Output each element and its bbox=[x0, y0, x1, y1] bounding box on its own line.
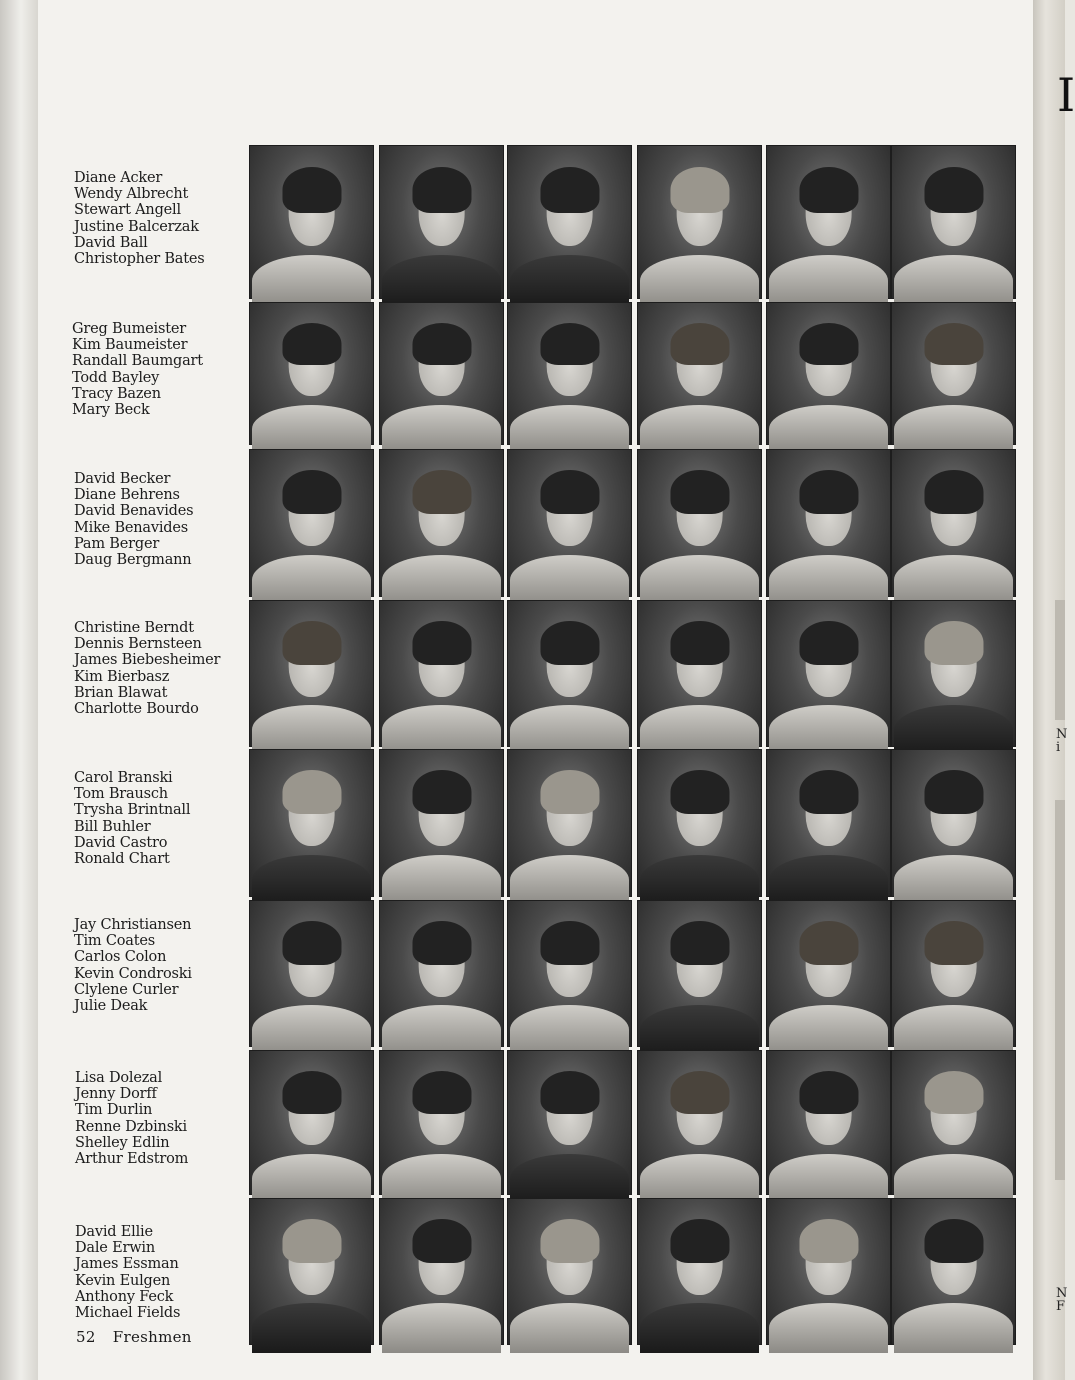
portrait-shoulders bbox=[382, 1154, 500, 1203]
student-portrait bbox=[379, 900, 504, 1047]
portrait-hair bbox=[282, 770, 341, 814]
student-name: Wendy Albrecht bbox=[74, 186, 189, 203]
portrait-shoulders bbox=[382, 255, 500, 307]
student-name: Greg Bumeister bbox=[72, 321, 186, 337]
portrait-shoulders bbox=[510, 255, 628, 307]
portrait-shoulders bbox=[894, 255, 1012, 307]
student-portrait bbox=[379, 145, 504, 299]
student-name: James Essman bbox=[75, 1256, 179, 1273]
student-name: Carlos Colon bbox=[74, 949, 167, 966]
portrait-hair bbox=[799, 470, 858, 514]
student-name: Dennis Bernsteen bbox=[74, 636, 202, 653]
student-portrait bbox=[766, 900, 891, 1047]
name-list-row-7 bbox=[75, 1070, 188, 1167]
facing-page-text-fragment: N i bbox=[1056, 727, 1068, 755]
page-footer bbox=[76, 1328, 192, 1346]
portrait-shoulders bbox=[510, 705, 628, 754]
portrait-hair bbox=[924, 470, 983, 514]
student-portrait bbox=[891, 1198, 1016, 1345]
portrait-hair bbox=[799, 770, 858, 814]
portrait-hair bbox=[924, 167, 983, 213]
student-name: David Benavides bbox=[74, 503, 194, 520]
portrait-hair bbox=[924, 770, 983, 814]
student-portrait bbox=[249, 449, 374, 597]
student-name: Arthur Edstrom bbox=[75, 1151, 189, 1168]
student-portrait bbox=[766, 1050, 891, 1195]
portrait-shoulders bbox=[252, 1005, 370, 1054]
portrait-hair bbox=[412, 621, 471, 665]
student-name: Brian Blawat bbox=[74, 684, 168, 701]
portrait-hair bbox=[799, 921, 858, 965]
student-portrait bbox=[379, 449, 504, 597]
student-portrait bbox=[637, 1198, 762, 1345]
portrait-hair bbox=[670, 1071, 729, 1114]
portrait-hair bbox=[412, 323, 471, 365]
name-list-row-3 bbox=[74, 471, 193, 568]
student-portrait bbox=[637, 449, 762, 597]
student-portrait bbox=[891, 145, 1016, 299]
student-name: Clylene Curler bbox=[74, 981, 179, 998]
student-name: Justine Balcerzak bbox=[74, 218, 199, 235]
portrait-hair bbox=[282, 1071, 341, 1114]
student-name: Carol Branski bbox=[74, 770, 173, 786]
student-portrait bbox=[766, 1198, 891, 1345]
portrait-shoulders bbox=[252, 855, 370, 905]
portrait-shoulders bbox=[252, 1154, 370, 1203]
student-portrait bbox=[507, 302, 632, 445]
student-portrait bbox=[766, 600, 891, 747]
student-name: Todd Bayley bbox=[72, 369, 160, 386]
student-portrait bbox=[249, 600, 374, 747]
student-name: Randall Baumgart bbox=[72, 353, 203, 370]
student-name: Kevin Condroski bbox=[74, 965, 192, 982]
portrait-hair bbox=[540, 1219, 599, 1263]
portrait-shoulders bbox=[894, 1154, 1012, 1203]
portrait-shoulders bbox=[510, 1005, 628, 1054]
student-name: Trysha Brintnall bbox=[74, 802, 191, 819]
portrait-shoulders bbox=[894, 1303, 1012, 1352]
student-portrait bbox=[637, 600, 762, 747]
section-title: Freshmen bbox=[112, 1328, 192, 1346]
portrait-hair bbox=[540, 621, 599, 665]
portrait-hair bbox=[412, 921, 471, 965]
portrait-shoulders bbox=[382, 705, 500, 754]
student-name: Diane Behrens bbox=[74, 487, 180, 504]
student-portrait bbox=[637, 1050, 762, 1195]
portrait-shoulders bbox=[769, 255, 887, 307]
facing-page-photo-fragment bbox=[1055, 800, 1065, 1180]
portrait-hair bbox=[282, 921, 341, 965]
student-portrait bbox=[507, 1198, 632, 1345]
student-portrait bbox=[379, 600, 504, 747]
student-name: Stewart Angell bbox=[74, 202, 181, 219]
portrait-hair bbox=[670, 470, 729, 514]
portrait-shoulders bbox=[252, 705, 370, 754]
student-name: Ronald Chart bbox=[74, 851, 170, 868]
portrait-hair bbox=[412, 770, 471, 814]
portrait-shoulders bbox=[640, 1303, 758, 1352]
portrait-shoulders bbox=[769, 555, 887, 605]
portrait-shoulders bbox=[252, 405, 370, 453]
student-portrait bbox=[891, 302, 1016, 445]
student-name: Mary Beck bbox=[72, 402, 150, 419]
student-name: Tracy Bazen bbox=[72, 385, 161, 402]
student-portrait bbox=[766, 145, 891, 299]
student-name: Renne Dzbinski bbox=[75, 1118, 187, 1135]
student-name: Diane Acker bbox=[74, 170, 163, 186]
student-name: Bill Buhler bbox=[74, 818, 151, 835]
portrait-hair bbox=[799, 1071, 858, 1114]
portrait-hair bbox=[412, 1219, 471, 1263]
student-portrait bbox=[891, 900, 1016, 1047]
portrait-hair bbox=[282, 621, 341, 665]
portrait-shoulders bbox=[510, 555, 628, 605]
portrait-shoulders bbox=[769, 855, 887, 905]
student-name: Christopher Bates bbox=[74, 251, 205, 268]
student-portrait bbox=[766, 749, 891, 897]
portrait-hair bbox=[924, 323, 983, 365]
name-list-row-5 bbox=[74, 770, 190, 867]
portrait-hair bbox=[540, 921, 599, 965]
student-portrait bbox=[507, 900, 632, 1047]
student-name: Shelley Edlin bbox=[75, 1134, 170, 1151]
student-portrait bbox=[249, 302, 374, 445]
portrait-hair bbox=[670, 323, 729, 365]
portrait-shoulders bbox=[382, 1303, 500, 1352]
student-name: Jenny Dorff bbox=[75, 1086, 157, 1103]
portrait-hair bbox=[540, 1071, 599, 1114]
portrait-shoulders bbox=[382, 1005, 500, 1054]
student-portrait bbox=[379, 1050, 504, 1195]
student-name: Anthony Feck bbox=[75, 1288, 174, 1305]
student-name: Mike Benavides bbox=[74, 519, 189, 536]
portrait-shoulders bbox=[252, 1303, 370, 1352]
student-portrait bbox=[249, 749, 374, 897]
portrait-shoulders bbox=[382, 855, 500, 905]
portrait-hair bbox=[924, 921, 983, 965]
portrait-shoulders bbox=[894, 1005, 1012, 1054]
student-name: Tom Brausch bbox=[74, 786, 168, 803]
student-name: Charlotte Bourdo bbox=[74, 701, 199, 718]
portrait-hair bbox=[282, 167, 341, 213]
name-list-row-2 bbox=[72, 321, 203, 418]
student-portrait bbox=[637, 749, 762, 897]
student-name: Kim Bierbasz bbox=[74, 668, 170, 685]
page-number: 52 bbox=[76, 1328, 96, 1346]
portrait-shoulders bbox=[894, 855, 1012, 905]
portrait-shoulders bbox=[252, 555, 370, 605]
portrait-shoulders bbox=[252, 255, 370, 307]
portrait-shoulders bbox=[769, 1005, 887, 1054]
portrait-hair bbox=[799, 323, 858, 365]
portrait-shoulders bbox=[640, 555, 758, 605]
student-name: Lisa Dolezal bbox=[75, 1070, 163, 1086]
student-portrait bbox=[379, 1198, 504, 1345]
portrait-hair bbox=[540, 167, 599, 213]
student-portrait bbox=[637, 302, 762, 445]
portrait-hair bbox=[670, 1219, 729, 1263]
student-name: David Becker bbox=[74, 471, 171, 487]
portrait-shoulders bbox=[382, 555, 500, 605]
portrait-hair bbox=[412, 470, 471, 514]
student-portrait bbox=[507, 749, 632, 897]
student-name: David Ball bbox=[74, 234, 148, 251]
portrait-shoulders bbox=[640, 705, 758, 754]
student-portrait bbox=[249, 1050, 374, 1195]
portrait-grid bbox=[249, 145, 1017, 1343]
portrait-shoulders bbox=[640, 405, 758, 453]
portrait-shoulders bbox=[510, 1154, 628, 1203]
facing-page-heading-fragment: I bbox=[1057, 68, 1075, 122]
student-name: Tim Durlin bbox=[75, 1102, 153, 1119]
student-name: Dale Erwin bbox=[75, 1240, 156, 1257]
name-list-row-1 bbox=[74, 170, 205, 267]
portrait-shoulders bbox=[510, 1303, 628, 1352]
student-portrait bbox=[891, 1050, 1016, 1195]
name-list-row-6 bbox=[74, 917, 192, 1014]
student-name: Michael Fields bbox=[75, 1305, 181, 1322]
portrait-hair bbox=[799, 167, 858, 213]
portrait-shoulders bbox=[640, 255, 758, 307]
student-portrait bbox=[891, 600, 1016, 747]
portrait-hair bbox=[412, 1071, 471, 1114]
student-name: Kim Baumeister bbox=[72, 337, 188, 354]
portrait-hair bbox=[799, 1219, 858, 1263]
facing-page-photo-fragment bbox=[1055, 600, 1065, 720]
portrait-hair bbox=[799, 621, 858, 665]
portrait-hair bbox=[924, 1219, 983, 1263]
student-name: David Castro bbox=[74, 834, 168, 851]
student-name: Daug Bergmann bbox=[74, 552, 192, 569]
student-name: James Biebesheimer bbox=[74, 652, 221, 669]
portrait-hair bbox=[540, 323, 599, 365]
portrait-hair bbox=[540, 470, 599, 514]
portrait-hair bbox=[670, 167, 729, 213]
portrait-shoulders bbox=[510, 405, 628, 453]
portrait-shoulders bbox=[894, 405, 1012, 453]
student-portrait bbox=[891, 449, 1016, 597]
student-name: Pam Berger bbox=[74, 535, 160, 552]
portrait-hair bbox=[670, 921, 729, 965]
portrait-hair bbox=[924, 621, 983, 665]
name-list-row-8 bbox=[75, 1224, 180, 1321]
student-portrait bbox=[891, 749, 1016, 897]
student-portrait bbox=[507, 145, 632, 299]
portrait-shoulders bbox=[894, 705, 1012, 754]
portrait-shoulders bbox=[382, 405, 500, 453]
student-portrait bbox=[507, 1050, 632, 1195]
student-name: Tim Coates bbox=[74, 933, 155, 950]
student-portrait bbox=[249, 145, 374, 299]
student-portrait bbox=[379, 749, 504, 897]
student-portrait bbox=[249, 1198, 374, 1345]
student-portrait bbox=[766, 449, 891, 597]
book-binding bbox=[0, 0, 39, 1380]
portrait-shoulders bbox=[510, 855, 628, 905]
student-portrait bbox=[766, 302, 891, 445]
name-list-row-4 bbox=[74, 620, 220, 717]
student-portrait bbox=[637, 900, 762, 1047]
portrait-hair bbox=[412, 167, 471, 213]
student-name: Kevin Eulgen bbox=[75, 1272, 171, 1289]
portrait-hair bbox=[670, 770, 729, 814]
portrait-shoulders bbox=[769, 405, 887, 453]
portrait-shoulders bbox=[769, 1303, 887, 1352]
portrait-hair bbox=[282, 323, 341, 365]
facing-page-edge bbox=[1033, 0, 1075, 1380]
portrait-hair bbox=[282, 470, 341, 514]
portrait-shoulders bbox=[894, 555, 1012, 605]
student-portrait bbox=[507, 600, 632, 747]
student-name: Christine Berndt bbox=[74, 620, 194, 636]
student-portrait bbox=[507, 449, 632, 597]
student-portrait bbox=[249, 900, 374, 1047]
facing-page-text-fragment: N F bbox=[1056, 1286, 1068, 1314]
portrait-shoulders bbox=[640, 855, 758, 905]
portrait-shoulders bbox=[769, 705, 887, 754]
student-portrait bbox=[637, 145, 762, 299]
portrait-hair bbox=[540, 770, 599, 814]
portrait-hair bbox=[282, 1219, 341, 1263]
portrait-shoulders bbox=[640, 1005, 758, 1054]
portrait-shoulders bbox=[640, 1154, 758, 1203]
student-name: David Ellie bbox=[75, 1224, 153, 1240]
portrait-hair bbox=[924, 1071, 983, 1114]
portrait-shoulders bbox=[769, 1154, 887, 1203]
student-name: Julie Deak bbox=[74, 998, 148, 1015]
student-name: Jay Christiansen bbox=[74, 917, 192, 933]
portrait-hair bbox=[670, 621, 729, 665]
student-portrait bbox=[379, 302, 504, 445]
